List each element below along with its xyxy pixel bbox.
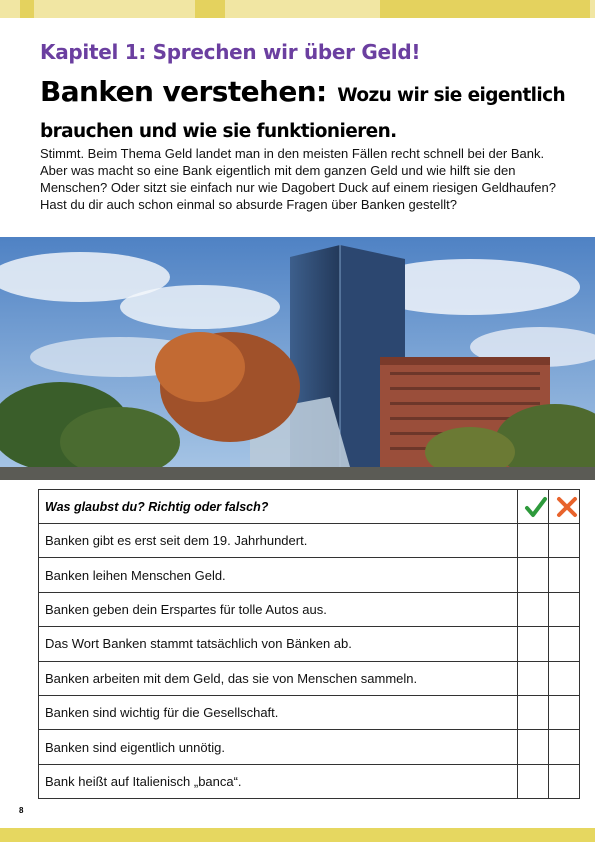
answer-box-correct[interactable] — [518, 592, 549, 626]
answer-box-wrong[interactable] — [549, 627, 580, 661]
quiz-statement: Banken gibt es erst seit dem 19. Jahrhundert. — [39, 524, 518, 558]
answer-box-correct[interactable] — [518, 695, 549, 729]
photo-illustration — [0, 237, 595, 480]
quiz-statement: Banken leihen Menschen Geld. — [39, 558, 518, 592]
page-title — [40, 75, 580, 147]
intro-paragraph: Stimmt. Beim Thema Geld landet man in den meisten Fällen recht schnell bei der Bank. Aber was macht so eine Bank eigentlich mit dem ganzen Geld und wie hilft sie den Menschen? Oder sitzt sie einfach nur wie Dagobert Duck auf einem riesigen Geldhaufen? Hast du dir auch schon einmal so absurde Fragen über Banken gestellt? — [40, 146, 556, 212]
answer-box-wrong[interactable] — [549, 558, 580, 592]
answer-box-correct[interactable] — [518, 764, 549, 798]
title-subtitle: Wozu wir sie eigentlich brauchen und wie sie funktionieren. — [40, 85, 566, 142]
answer-box-correct[interactable] — [518, 524, 549, 558]
true-false-quiz-table — [38, 489, 580, 799]
quiz-row — [39, 730, 580, 764]
answer-box-correct[interactable] — [518, 661, 549, 695]
quiz-header-row — [39, 490, 580, 524]
quiz-row — [39, 627, 580, 661]
quiz-statement: Banken arbeiten mit dem Geld, das sie von Menschen sammeln. — [39, 661, 518, 695]
quiz-statement: Banken sind eigentlich unnötig. — [39, 730, 518, 764]
quiz-statement: Banken geben dein Erspartes für tolle Autos aus. — [39, 592, 518, 626]
answer-box-correct[interactable] — [518, 730, 549, 764]
page-number: 8 — [19, 806, 24, 815]
quiz-row — [39, 661, 580, 695]
chapter-heading: Kapitel 1: Sprechen wir über Geld! — [40, 40, 421, 64]
correct-column-header — [518, 490, 549, 524]
checkmark-icon — [524, 495, 548, 519]
answer-box-correct[interactable] — [518, 558, 549, 592]
top-decoration-band — [0, 0, 595, 18]
wrong-column-header — [549, 490, 580, 524]
quiz-row — [39, 764, 580, 798]
quiz-row — [39, 524, 580, 558]
bank-building-photo — [0, 237, 595, 480]
answer-box-wrong[interactable] — [549, 661, 580, 695]
answer-box-wrong[interactable] — [549, 524, 580, 558]
answer-box-wrong[interactable] — [549, 730, 580, 764]
title-main: Banken verstehen: — [40, 75, 327, 108]
quiz-row — [39, 695, 580, 729]
answer-box-wrong[interactable] — [549, 592, 580, 626]
answer-box-wrong[interactable] — [549, 764, 580, 798]
answer-box-wrong[interactable] — [549, 695, 580, 729]
quiz-row — [39, 592, 580, 626]
quiz-statement: Bank heißt auf Italienisch „banca“. — [39, 764, 518, 798]
bottom-decoration-band — [0, 828, 595, 842]
quiz-statement: Banken sind wichtig für die Gesellschaft. — [39, 695, 518, 729]
answer-box-correct[interactable] — [518, 627, 549, 661]
quiz-question: Was glaubst du? Richtig oder falsch? — [39, 490, 518, 524]
quiz-row — [39, 558, 580, 592]
quiz-statement: Das Wort Banken stammt tatsächlich von Bänken ab. — [39, 627, 518, 661]
cross-icon — [556, 496, 578, 518]
